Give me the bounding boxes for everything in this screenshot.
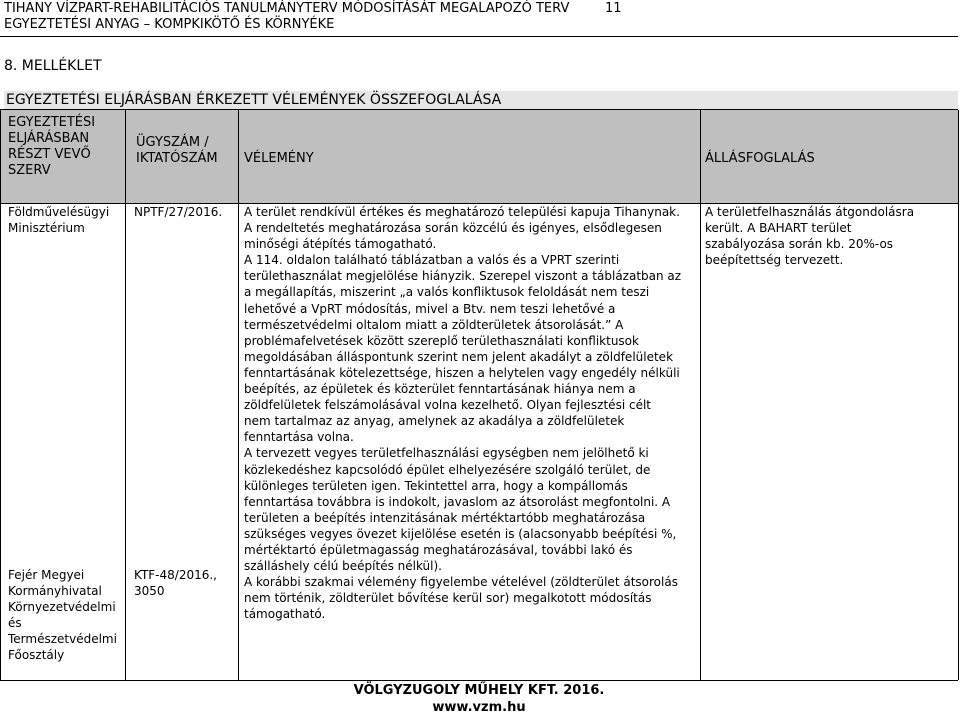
header-party-line: SZERV xyxy=(8,163,51,178)
page-number: 11 xyxy=(605,1,622,16)
opinion-line: szükséges vegyes övezet kijelölése esetén is (alacsonyabb beépítési %, xyxy=(244,526,677,541)
opinion-line: a megállapítás, miszerint „a valós konfliktusok feloldását nem teszi xyxy=(244,285,650,300)
row1-party-line: Minisztérium xyxy=(8,221,85,235)
table-bottom-border xyxy=(0,680,958,681)
header-divider xyxy=(0,36,958,37)
opinion-line: mértéktartó épületmagasság meghatározásával, további lakó és xyxy=(244,542,633,557)
row2-party-line: Fejér Megyei xyxy=(8,568,85,582)
table-border-right xyxy=(958,110,959,680)
opinion-line: területhasználat megjelölése hiányzik. Szerepel viszont a táblázatban az xyxy=(244,269,682,284)
section-title: EGYEZTETÉSI ELJÁRÁSBAN ÉRKEZETT VÉLEMÉNYEK ÖSSZEFOGLALÁSA xyxy=(4,91,958,109)
opinion-line: A terület rendkívül értékes és meghatározó települési kapuja Tihanynak. xyxy=(244,205,680,219)
opinion-line: nem történik, zöldterület bővítése kerül sor) megalkotott módosítás xyxy=(244,591,652,606)
document-header-subtitle: EGYEZTETÉSI ANYAG – KOMPKIKÖTŐ ÉS KÖRNYÉKE xyxy=(4,17,335,32)
header-party-line: RÉSZT VEVŐ xyxy=(8,147,91,162)
column-divider xyxy=(125,110,126,680)
row2-party-line: Környezetvédelmi xyxy=(8,600,116,614)
header-file-no-line: IKTATÓSZÁM xyxy=(136,151,218,166)
column-divider xyxy=(700,110,701,680)
row1-party-line: Földművelésügyi xyxy=(8,205,110,219)
row1-position-line: beépítettség tervezett. xyxy=(705,253,844,267)
row2-party-line: Kormányhivatal xyxy=(8,584,102,598)
row1-party xyxy=(8,204,109,236)
opinion-line: természetvédelmi oltalom miatt a zöldterületek átsorolását.” A xyxy=(244,317,624,332)
opinion-line: nem tartalmaz az anyag, amelynek az akadálya a zöldfelületek xyxy=(244,414,625,429)
table-border-left xyxy=(0,110,1,680)
opinion-line: minőségi átépítés támogatható. xyxy=(244,237,437,252)
header-position: ÁLLÁSFOGLALÁS xyxy=(705,151,815,166)
header-party-line: ELJÁRÁSBAN xyxy=(8,131,90,146)
row1-position xyxy=(705,204,914,268)
row2-party xyxy=(8,567,117,663)
row2-file-no xyxy=(134,567,217,599)
opinion-line: szálláshely célú beépítés nélkül). xyxy=(244,559,442,574)
row2-file-no-line: 3050 xyxy=(134,584,165,598)
row2-party-line: Természetvédelmi xyxy=(8,632,117,646)
opinion-line: A rendeltetés meghatározása során közcélú és igényes, elsődlegesen xyxy=(244,221,662,236)
opinion-line: A 114. oldalon található táblázatban a valós és a VPRT szerinti xyxy=(244,253,620,268)
row2-party-line: és xyxy=(8,616,22,630)
opinion-line: problémafelvetések között szereplő területhasználati konfliktusok xyxy=(244,333,639,348)
opinion-line: különleges területen igen. Tekintettel arra, hogy a kompállomás xyxy=(244,478,628,493)
opinion-line: A korábbi szakmai vélemény figyelembe vételével (zöldterület átsorolás xyxy=(244,575,678,590)
opinion-text xyxy=(244,204,699,622)
row1-position-line: került. A BAHART terület xyxy=(705,221,852,235)
annex-title: 8. MELLÉKLET xyxy=(4,58,102,74)
opinion-line: fenntartása volna. xyxy=(244,430,354,445)
footer-company: VÖLGYZUGOLY MŰHELY KFT. 2016. xyxy=(353,683,605,698)
opinion-line: közlekedéshez kapcsolódó épület elhelyezésére szolgáló terület, de xyxy=(244,462,651,477)
header-file-no xyxy=(136,135,218,167)
header-opinion: VÉLEMÉNY xyxy=(244,151,314,166)
header-file-no-line: ÜGYSZÁM / xyxy=(136,135,209,150)
opinion-line: fenntartásának kötelezettsége, hiszen a helytelen vagy engedély nélküli xyxy=(244,365,680,380)
opinion-line: területen a beépítés intenzitásának mértéktartóbb meghatározása xyxy=(244,510,646,525)
row1-file-no: NPTF/27/2016. xyxy=(134,205,223,219)
row1-position-line: A területfelhasználás átgondolásra xyxy=(705,205,915,219)
opinion-line: megoldásában álláspontunk szerint nem jelent akadályt a zöldfelületek xyxy=(244,349,674,364)
opinion-line: beépítés, az épületek és közterület fenntartásának hiánya nem a xyxy=(244,382,636,397)
opinion-line: lehetővé a VpRT módosítás, mivel a Btv. nem teszi lehetővé a xyxy=(244,301,616,316)
header-party-line: EGYEZTETÉSI xyxy=(8,115,96,130)
row1-position-line: szabályozása során kb. 20%-os xyxy=(705,237,894,251)
row2-party-line: Főosztály xyxy=(8,648,65,662)
opinion-line: fenntartása továbbra is indokolt, javaslom az átsorolást megfontolni. A xyxy=(244,494,671,509)
footer-website: www.vzm.hu xyxy=(432,700,526,715)
opinion-line: támogatható. xyxy=(244,607,326,622)
opinion-line: zöldfelületek felszámolásával volna kezelhető. Olyan fejlesztési célt xyxy=(244,398,651,413)
row2-file-no-line: KTF-48/2016., xyxy=(134,568,217,582)
column-divider xyxy=(238,110,239,680)
document-header-title: TIHANY VÍZPART-REHABILITÁCIÓS TANULMÁNYTERV MÓDOSÍTÁSÁT MEGALAPOZÓ TERV xyxy=(4,1,570,16)
opinion-line: A tervezett vegyes területfelhasználási egységben nem jelölhető ki xyxy=(244,446,649,461)
header-party xyxy=(8,115,95,179)
